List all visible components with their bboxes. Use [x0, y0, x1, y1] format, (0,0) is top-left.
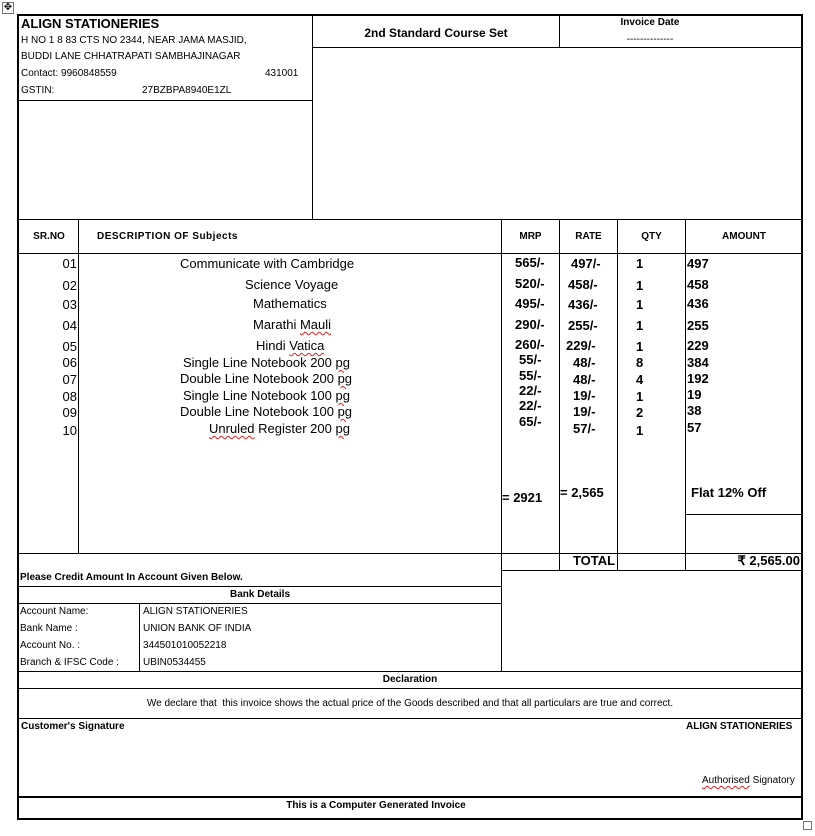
row-amount: 255 [687, 318, 709, 333]
table-move-handle-icon[interactable]: ✥ [3, 2, 13, 13]
seller-name: ALIGN STATIONERIES [21, 16, 160, 31]
invoice-date-label: Invoice Date [620, 17, 680, 28]
mrp-total: = 2921 [502, 490, 543, 505]
row-amount: 38 [687, 403, 702, 418]
declaration-text: We declare that this invoice shows the actual price of the Goods described and that all particulars are true and correct. [146, 698, 674, 709]
rate-total: = 2,565 [560, 485, 604, 500]
row-description: Single Line Notebook 200 pg [183, 355, 350, 370]
row-mrp: 260/- [515, 337, 545, 352]
account-name-value: ALIGN STATIONERIES [143, 606, 248, 617]
account-no-value: 344501010052218 [143, 640, 227, 651]
row-mrp: 290/- [515, 317, 545, 332]
account-name-label: Account Name: [20, 606, 89, 617]
row-rate: 48/- [573, 372, 596, 387]
header-description: DESCRIPTION OF Subjects [97, 231, 238, 242]
row-description: Mathematics [253, 296, 327, 311]
row-srno: 10 [62, 423, 77, 438]
bank-name-value: UNION BANK OF INDIA [143, 623, 252, 634]
row-rate: 19/- [573, 388, 596, 403]
header-mrp: MRP [519, 231, 542, 242]
row-qty: 1 [636, 256, 644, 271]
row-amount: 192 [687, 371, 709, 386]
footer-note: This is a Computer Generated Invoice [286, 800, 466, 811]
seller-address-line2: BUDDI LANE CHHATRAPATI SAMBHAJINAGAR [21, 51, 241, 62]
row-mrp: 55/- [519, 352, 542, 367]
seller-contact: Contact: 9960848559 [21, 68, 117, 79]
row-qty: 1 [636, 423, 644, 438]
bank-details-title: Bank Details [229, 589, 291, 600]
row-description: Communicate with Cambridge [180, 256, 355, 271]
row-amount: 229 [687, 338, 709, 353]
row-rate: 57/- [573, 421, 596, 436]
seller-address-line1: H NO 1 8 83 CTS NO 2344, NEAR JAMA MASJID, [21, 35, 247, 46]
row-mrp: 22/- [519, 398, 542, 413]
row-amount: 436 [687, 296, 709, 311]
row-qty: 1 [636, 278, 644, 293]
row-srno: 01 [62, 256, 77, 271]
row-amount: 458 [687, 277, 709, 292]
table-resize-handle-icon[interactable] [803, 821, 812, 830]
header-qty: QTY [641, 231, 662, 242]
row-qty: 2 [636, 405, 644, 420]
outer-border-bottom [17, 818, 803, 820]
row-srno: 02 [62, 278, 77, 293]
ifsc-label: Branch & IFSC Code : [20, 657, 119, 668]
row-amount: 57 [687, 420, 702, 435]
row-rate: 229/- [566, 338, 596, 353]
row-qty: 1 [636, 318, 644, 333]
row-description: Single Line Notebook 100 pg [183, 388, 350, 403]
row-description: Unruled Register 200 pg [209, 421, 350, 436]
row-rate: 19/- [573, 404, 596, 419]
row-srno: 08 [62, 389, 77, 404]
gstin-label: GSTIN: [21, 85, 55, 96]
discount-label: Flat 12% Off [691, 485, 767, 500]
row-amount: 384 [687, 355, 709, 370]
row-srno: 04 [62, 318, 77, 333]
row-amount: 19 [687, 387, 702, 402]
bank-name-label: Bank Name : [20, 623, 78, 634]
row-qty: 1 [636, 297, 644, 312]
row-mrp: 65/- [519, 414, 542, 429]
row-mrp: 495/- [515, 296, 545, 311]
row-mrp: 22/- [519, 383, 542, 398]
row-rate: 497/- [571, 256, 601, 271]
gstin-value: 27BZBPA8940E1ZL [142, 85, 232, 96]
row-description: Marathi Mauli [253, 317, 332, 332]
account-no-label: Account No. : [20, 640, 81, 651]
row-description: Science Voyage [245, 277, 339, 292]
row-qty: 1 [636, 389, 644, 404]
credit-note: Please Credit Amount In Account Given Below. [20, 572, 243, 583]
header-rate: RATE [575, 231, 602, 242]
row-rate: 436/- [568, 297, 598, 312]
row-rate: 48/- [573, 355, 596, 370]
total-label: TOTAL [572, 553, 616, 568]
row-description: Double Line Notebook 200 pg [180, 371, 353, 386]
course-set-title: 2nd Standard Course Set [364, 26, 508, 40]
row-srno: 05 [62, 339, 77, 354]
seller-pincode: 431001 [265, 68, 299, 79]
row-amount: 497 [687, 256, 709, 271]
header-srno: SR.NO [33, 231, 65, 242]
row-srno: 09 [62, 405, 77, 420]
total-value: ₹ 2,565.00 [737, 553, 800, 568]
company-signature-name: ALIGN STATIONERIES [686, 721, 793, 732]
authorised-signatory-label: Authorised Signatory [702, 775, 795, 786]
row-qty: 8 [636, 355, 644, 370]
row-srno: 03 [62, 297, 77, 312]
header-amount: AMOUNT [722, 231, 766, 242]
row-description: Double Line Notebook 100 pg [180, 404, 353, 419]
row-srno: 06 [62, 355, 77, 370]
row-qty: 4 [636, 372, 644, 387]
row-mrp: 565/- [515, 255, 545, 270]
row-qty: 1 [636, 339, 644, 354]
row-rate: 458/- [568, 277, 598, 292]
invoice-date-value: -------------- [626, 34, 674, 45]
ifsc-value: UBIN0534455 [143, 657, 206, 668]
row-srno: 07 [62, 372, 77, 387]
declaration-title: Declaration [382, 674, 438, 685]
row-mrp: 520/- [515, 276, 545, 291]
row-mrp: 55/- [519, 368, 542, 383]
row-description: Hindi Vatica [256, 338, 325, 353]
customer-signature-label: Customer's Signature [21, 721, 125, 732]
row-rate: 255/- [568, 318, 598, 333]
